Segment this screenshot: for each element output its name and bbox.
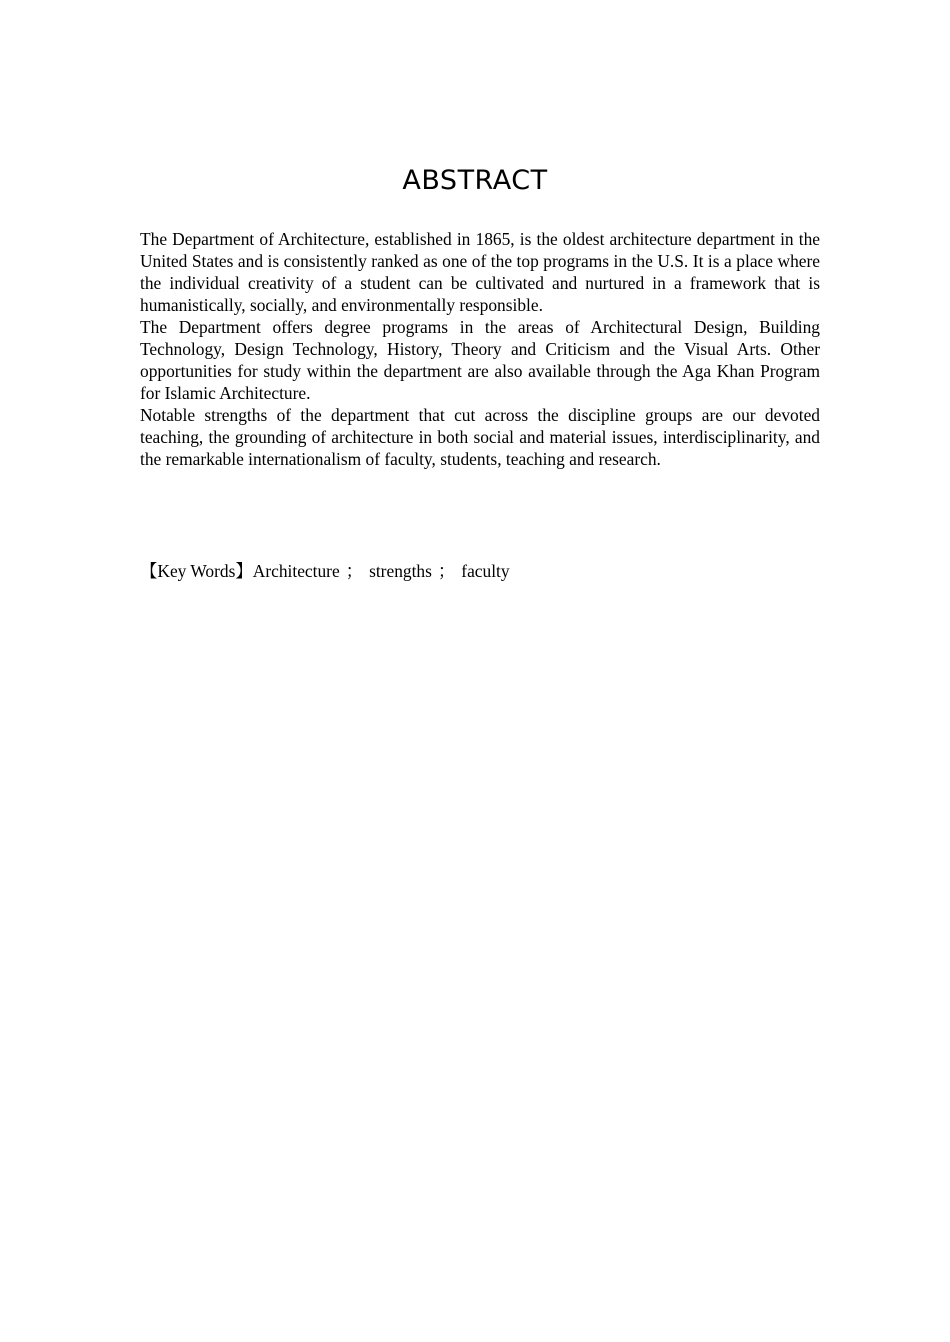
abstract-title: ABSTRACT: [402, 165, 548, 196]
keyword-item: faculty: [461, 561, 510, 581]
keyword-item: Architecture: [252, 561, 340, 581]
abstract-body: [140, 228, 820, 470]
abstract-paragraph-2: The Department offers degree programs in the areas of Architectural Design, Building Technology, Design Technology, History, Theory and Criticism and the Visual Arts. Other opportunities for study within the department are also available through the Aga Khan Program for Islamic Architecture.: [140, 317, 820, 403]
keyword-item: strengths: [369, 561, 432, 581]
keywords-line: [140, 560, 820, 582]
abstract-paragraph-1: The Department of Architecture, established in 1865, is the oldest architecture department in the United States and is consistently ranked as one of the top programs in the U.S. It is a place where the individual creativity of a student can be cultivated and nurtured in a framework that is humanistically, socially, and environmentally responsible.: [140, 229, 820, 315]
keyword-separator: ；: [437, 561, 456, 581]
keyword-separator: ；: [345, 561, 364, 581]
keywords-label: 【Key Words】: [140, 561, 253, 581]
abstract-paragraph-3: Notable strengths of the department that cut across the discipline groups are our devoted teaching, the grounding of architecture in both social and material issues, interdisciplinarity, and the remarkable internationalism of faculty, students, teaching and research.: [140, 405, 820, 469]
